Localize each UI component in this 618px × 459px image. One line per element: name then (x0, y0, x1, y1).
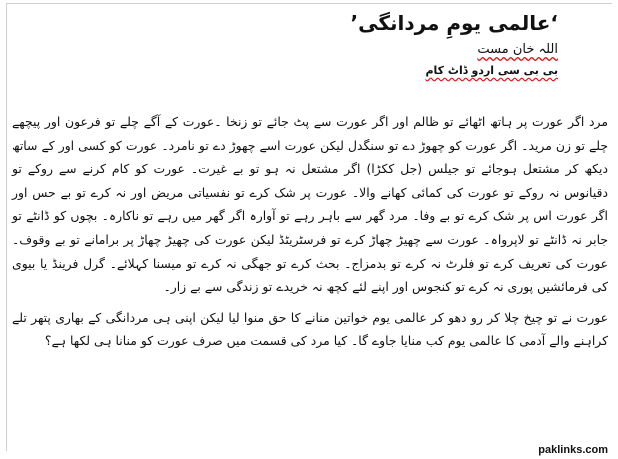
article-body (12, 110, 608, 360)
paragraph-2: عورت نے تو چیخ چلا کر رو دھو کر عالمی یوم خواتین منانے کا حق منوا لیا لیکن اپنی ہی مردانگی کے بھاری پتھر تلے کراہنے والے آدمی کا عالمی یوم کب منایا جاوے گا۔ کیا مرد کی قسمت میں صرف عورت کو منانا ہی لکھا ہے؟ (12, 309, 608, 349)
watermark-site: paklinks.com (538, 444, 608, 456)
article-source: بی بی سی اردو ڈاٹ کام (425, 64, 558, 77)
article-title: ‘عالمی یومِ مردانگی’ (350, 11, 558, 35)
page-border-top (6, 3, 612, 4)
article-header (218, 8, 558, 80)
page-border-left (6, 3, 7, 451)
paragraph-1: مرد اگر عورت پر ہاتھ اٹھائے تو ظالم اور اگر عورت سے پٹ جائے تو زنخا ۔عورت کے آگے چلے تو فرعون اور پیچھے چلے تو زن مرید۔ اگر عورت کو چھوڑ دے تو سنگدل لیکن عورت اسے چھوڑ دے تو نامرد۔ عورت کو کسی اور کے ساتھ دیکھ کر مشتعل ہوجائے تو جیلس (جل ککڑا) اگر مشتعل نہ ہو تو بے غیرت۔ عورت کو کام کرنے سے روکے تو دقیانوس نہ روکے تو عورت کی کمائی کھانے والا۔ عورت پر شک کرے تو نفسیاتی مریض اور نہ کرے تو بے حس اور اگر عورت اس پر شک کرے تو بے وفا۔ مرد گھر سے باہر رہے تو آوارہ اگر گھر میں رہے تو ناکارہ۔ بچوں کو ڈانٹے تو جابر نہ ڈانٹے تو لاپرواہ۔ عورت سے چھیڑ چھاڑ کرے تو فرسٹریٹڈ لیکن عورت کی چھیڑ چھاڑ پر برامانے تو بے وقوف۔ عورت کی تعریف کرے تو فلرٹ نہ کرے تو بدمزاج۔ بحث کرے تو جھگی نہ کرے تو میسنا کہلائے۔ گرل فرینڈ یا بیوی کی فرمائشیں پوری نہ کرے تو کنجوس اور اپنے لئے کچھ نہ خریدے تو زندگی سے بے زار۔ (12, 114, 608, 295)
article-author: اللہ خان مست (477, 42, 558, 57)
